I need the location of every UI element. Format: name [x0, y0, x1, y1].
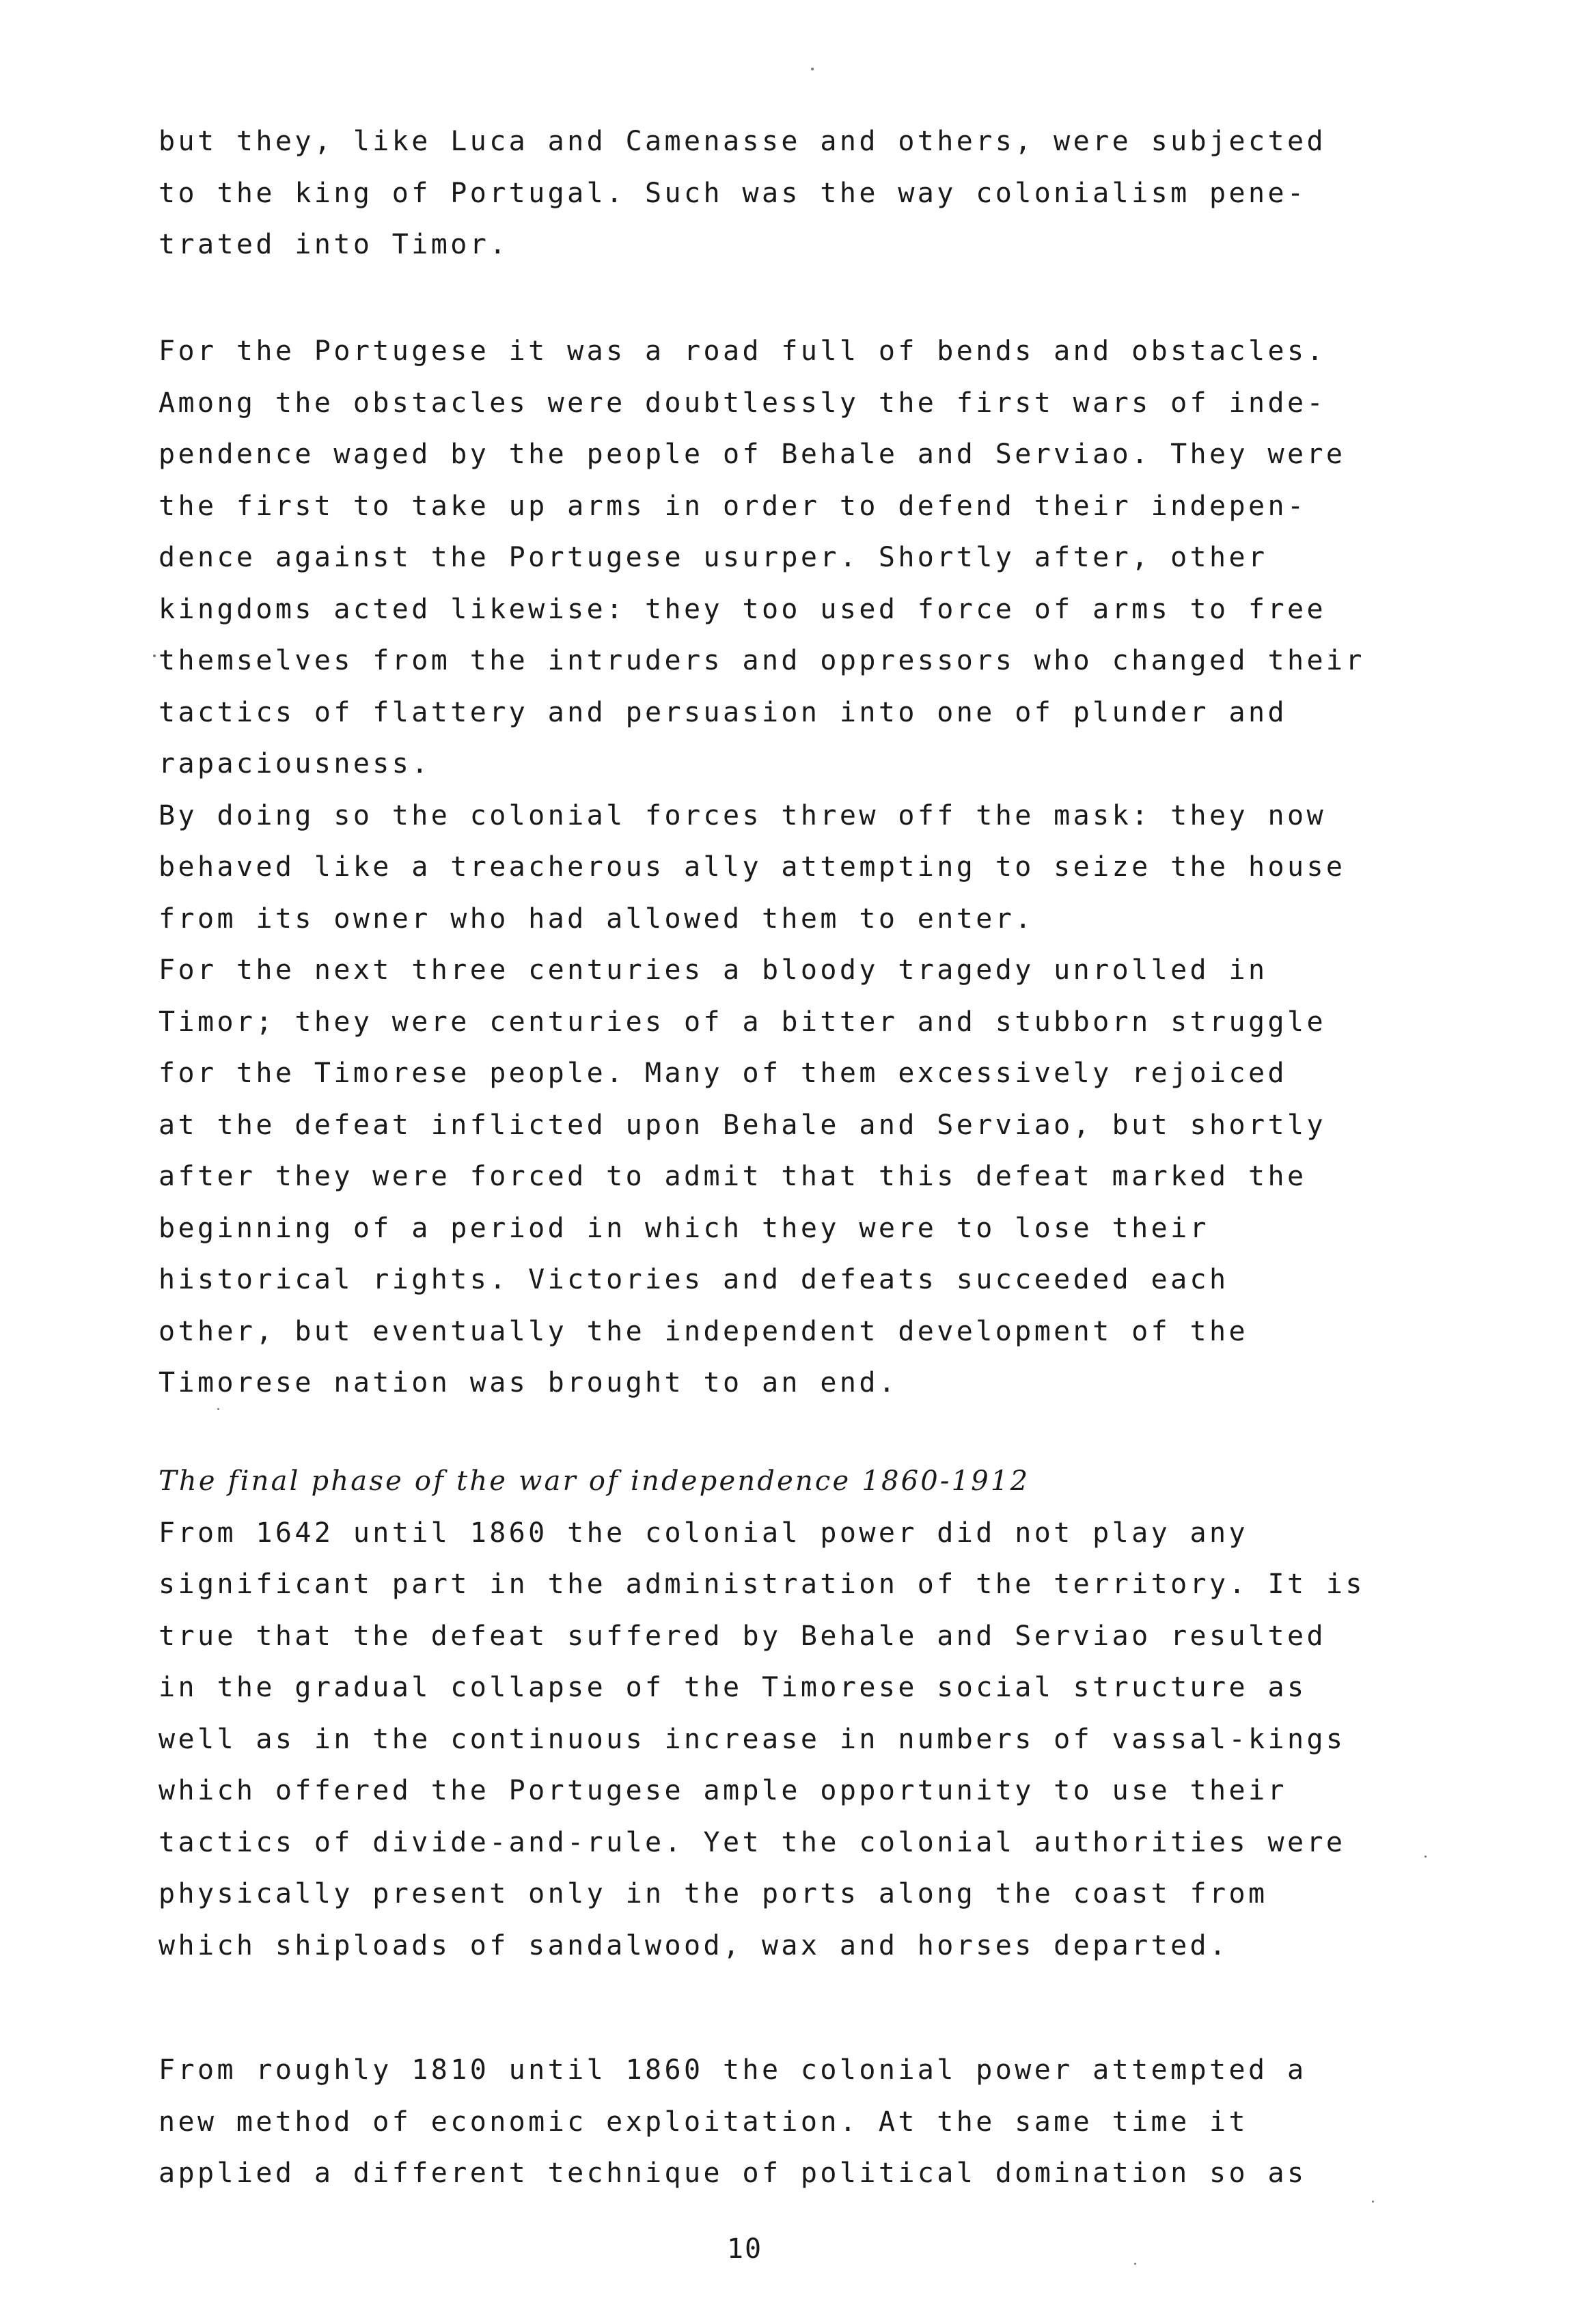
text-line: Among the obstacles were doubtlessly the first wars of inde-: [159, 387, 1326, 419]
text-line: at the defeat inflicted upon Behale and Serviao, but shortly: [159, 1109, 1326, 1141]
paragraph-2: [159, 326, 1470, 1409]
text-line: new method of economic exploitation. At the same time it: [159, 2106, 1248, 2138]
scan-speck: [153, 654, 156, 657]
paragraph-3: [159, 1456, 1470, 1972]
paragraph-4: [159, 2045, 1470, 2200]
scan-speck: [1134, 2263, 1136, 2265]
text-line: applied a different technique of political domination so as: [159, 2158, 1307, 2189]
text-line: For the next three centuries a bloody tragedy unrolled in: [159, 954, 1268, 986]
text-line: which offered the Portugese ample opportunity to use their: [159, 1775, 1287, 1806]
text-line: from its owner who had allowed them to enter.: [159, 902, 1034, 935]
text-line: themselves from the intruders and oppressors who changed their: [159, 645, 1365, 676]
scan-speck: [811, 68, 814, 70]
text-line: well as in the continuous increase in numbers of vassal-kings: [159, 1723, 1346, 1755]
text-line: By doing so the colonial forces threw off the mask: they now: [159, 799, 1326, 831]
text-line: kingdoms acted likewise: they too used force of arms to free: [159, 593, 1326, 625]
text-line: after they were forced to admit that this defeat marked the: [159, 1161, 1307, 1192]
text-line: pendence waged by the people of Behale and Serviao. They were: [159, 439, 1346, 470]
text-line: For the Portugese it was a road full of bends and obstacles.: [159, 335, 1326, 367]
section-heading: The final phase of the war of independence 1860-1912: [159, 1465, 1030, 1497]
scan-speck: [1372, 2201, 1374, 2203]
text-line: in the gradual collapse of the Timorese social structure as: [159, 1672, 1307, 1703]
text-line: From 1642 until 1860 the colonial power did not play any: [159, 1517, 1248, 1549]
page-number: 10: [726, 2233, 763, 2265]
text-line: significant part in the administration of the territory. It is: [159, 1569, 1365, 1600]
text-line: tactics of divide-and-rule. Yet the colonial authorities were: [159, 1826, 1346, 1858]
text-line: historical rights. Victories and defeats succeeded each: [159, 1264, 1229, 1295]
text-line: Timorese nation was brought to an end.: [159, 1367, 898, 1398]
text-line: physically present only in the ports along the coast from: [159, 1878, 1268, 1910]
text-line: the first to take up arms in order to defend their indepen-: [159, 490, 1307, 522]
text-line: for the Timorese people. Many of them excessively rejoiced: [159, 1058, 1287, 1089]
text-line: trated into Timor.: [159, 229, 509, 260]
text-line: true that the defeat suffered by Behale and Serviao resulted: [159, 1620, 1326, 1652]
text-line: From roughly 1810 until 1860 the colonial power attempted a: [159, 2054, 1307, 2086]
paragraph-1: [159, 116, 1470, 271]
text-line: behaved like a treacherous ally attempting to seize the house: [159, 851, 1346, 883]
text-line: dence against the Portugese usurper. Shortly after, other: [159, 542, 1268, 573]
text-line: other, but eventually the independent development of the: [159, 1315, 1248, 1347]
text-line: Timor; they were centuries of a bitter and stubborn struggle: [159, 1006, 1326, 1038]
text-line: which shiploads of sandalwood, wax and horses departed.: [159, 1929, 1229, 1961]
text-line: beginning of a period in which they were to lose their: [159, 1212, 1210, 1244]
text-line: tactics of flattery and persuasion into one of plunder and: [159, 696, 1287, 728]
text-line: to the king of Portugal. Such was the way colonialism pene-: [159, 177, 1307, 209]
text-line: but they, like Luca and Camenasse and others, were subjected: [159, 126, 1326, 157]
text-line: rapaciousness.: [159, 748, 431, 780]
